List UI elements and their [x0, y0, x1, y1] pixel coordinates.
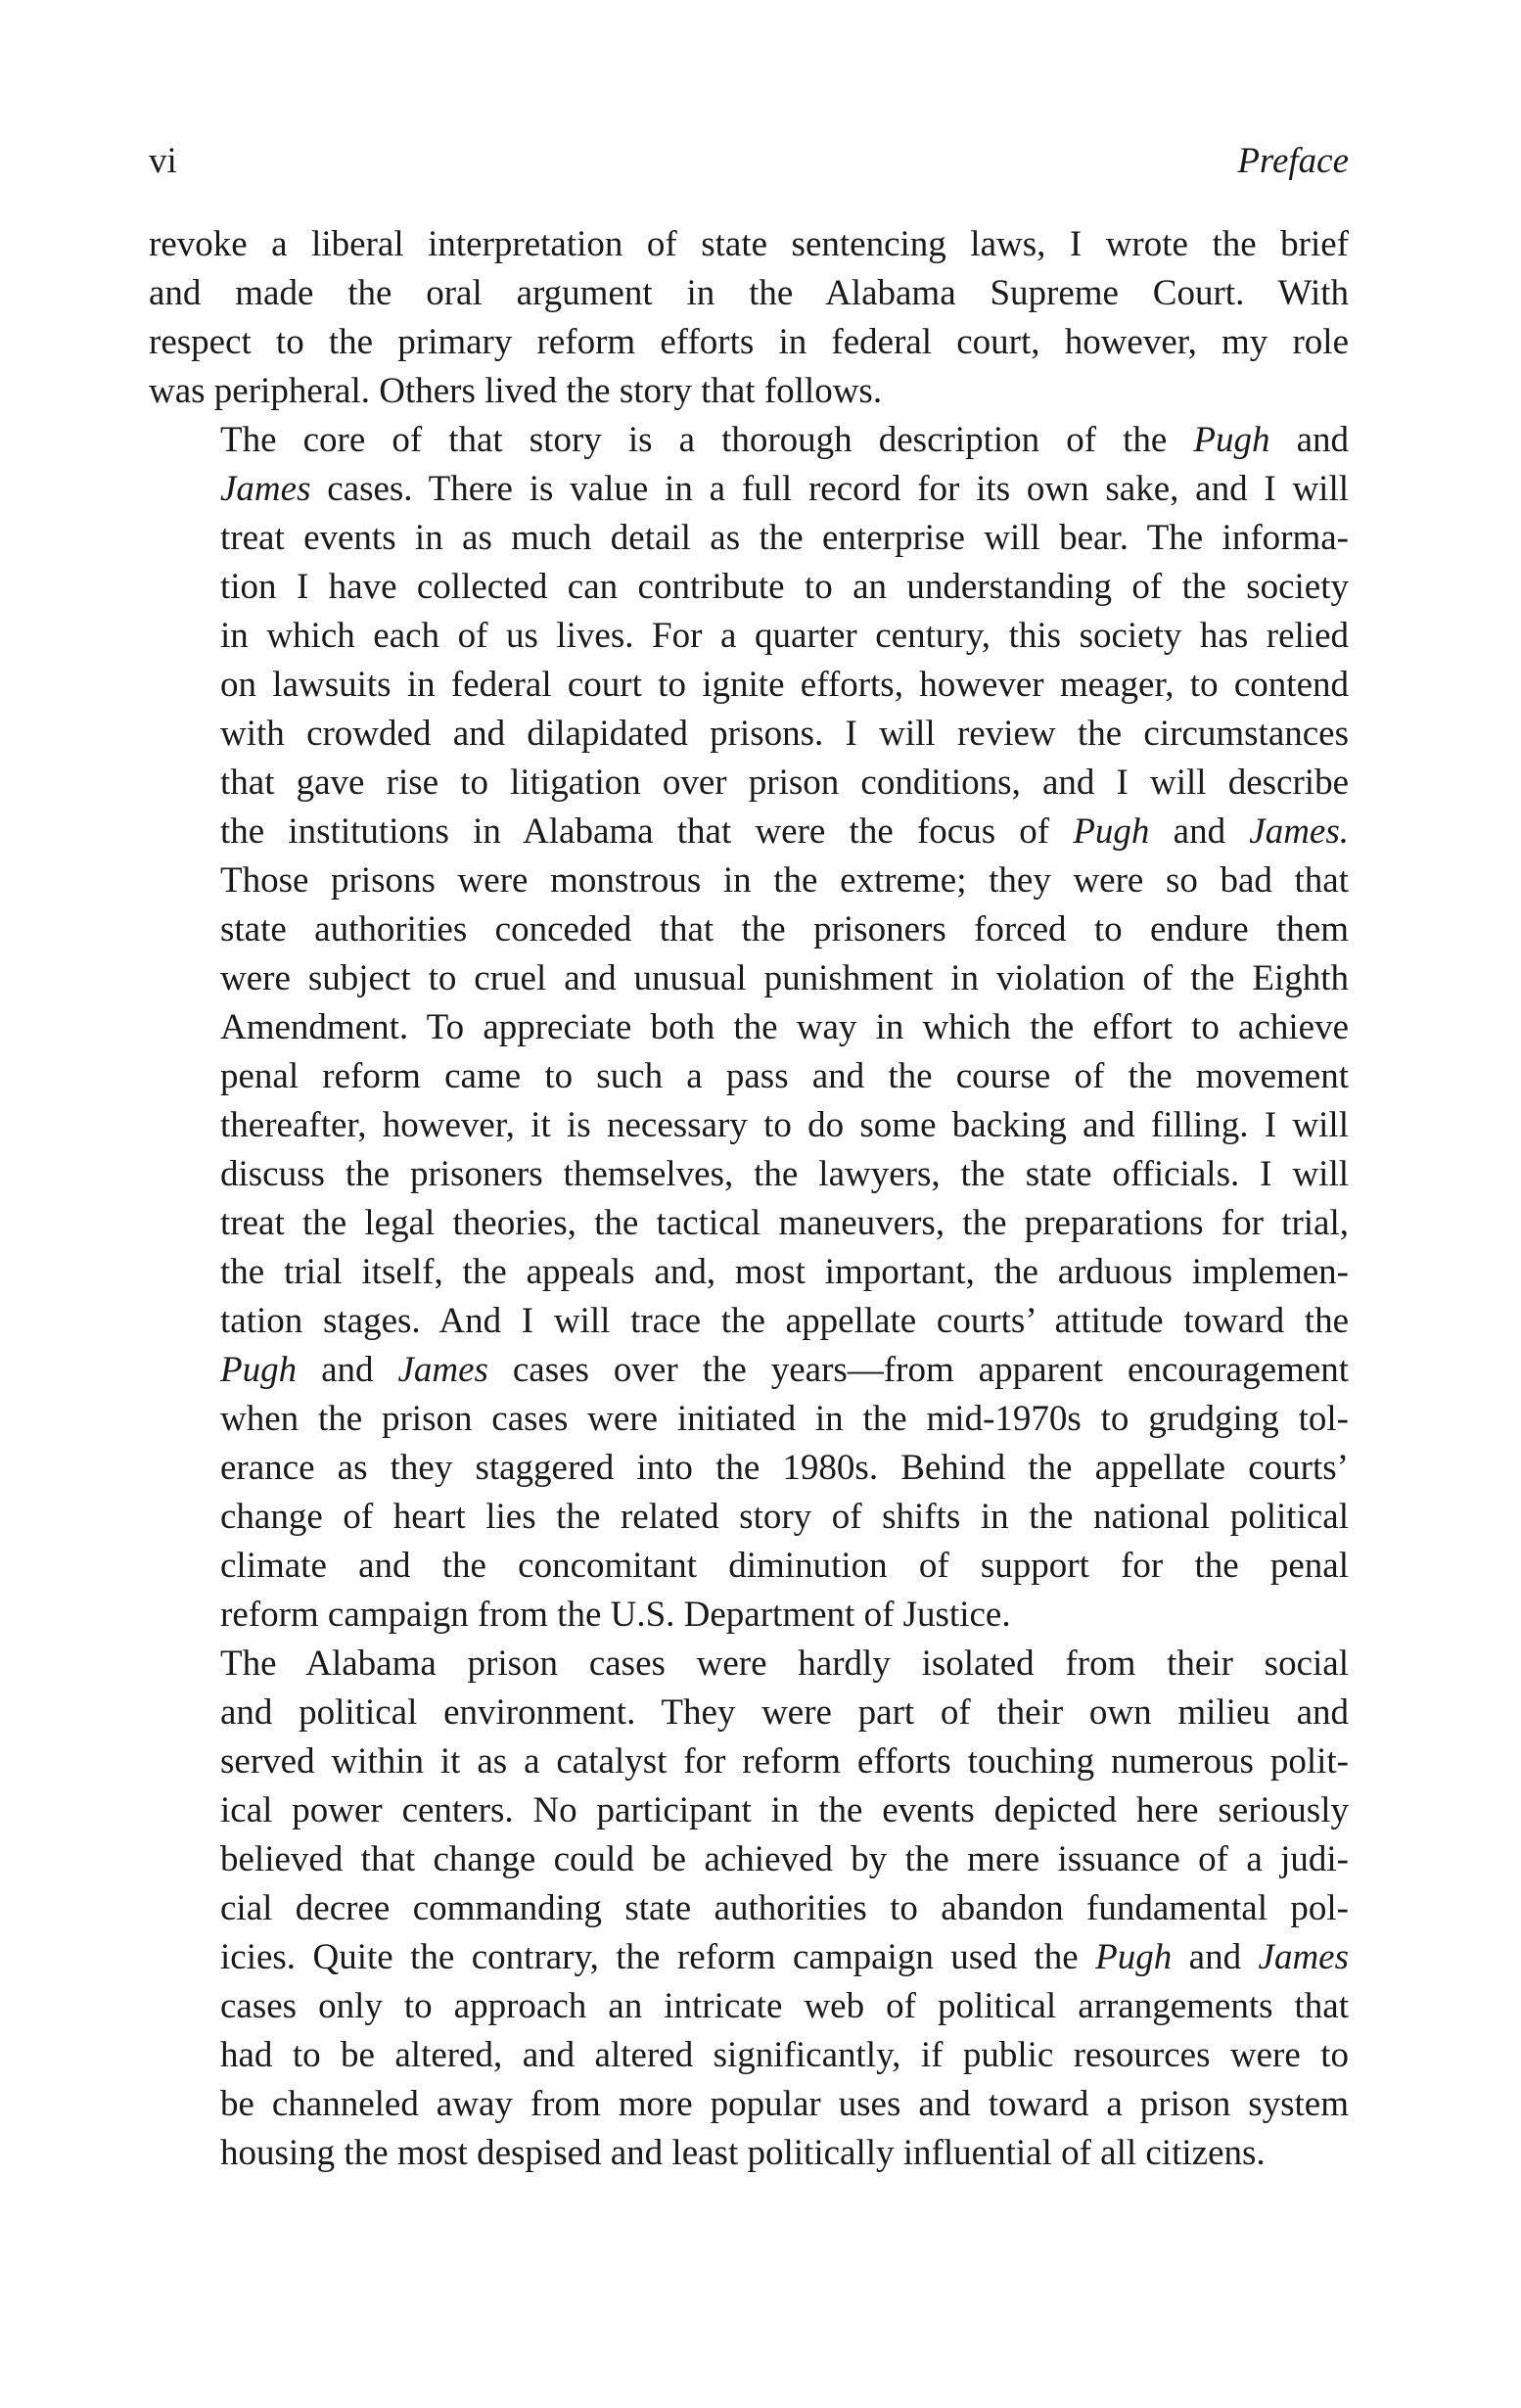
paragraph: [149, 416, 1349, 1640]
text-line: [149, 269, 1349, 318]
text-run: and made the oral argument in the Alabama Supreme Court. With: [149, 273, 1349, 313]
text-line: [149, 465, 1349, 514]
text-line: [149, 514, 1349, 563]
italic-case-name: Pugh: [1095, 1937, 1173, 1977]
text-line: [149, 1640, 1349, 1689]
text-run: climate and the concomitant diminution of support for the penal: [220, 1546, 1349, 1586]
text-line: [149, 1199, 1349, 1248]
text-line: [149, 1444, 1349, 1493]
text-run: when the prison cases were initiated in the mid-1970s to grudging tol-: [220, 1399, 1349, 1439]
italic-case-name: James: [397, 1350, 488, 1390]
text-line: [149, 857, 1349, 905]
text-run: and: [1269, 420, 1349, 460]
text-run: Amendment. To appreciate both the way in which the effort to achieve: [220, 1007, 1349, 1047]
text-run: treat the legal theories, the tactical maneuvers, the preparations for trial,: [220, 1203, 1349, 1243]
text-run: served within it as a catalyst for reform efforts touching numerous polit-: [220, 1741, 1349, 1782]
text-line: [149, 808, 1349, 857]
text-line: [149, 710, 1349, 759]
paragraph: [149, 220, 1349, 416]
text-run: with crowded and dilapidated prisons. I will review the circumstances: [220, 714, 1349, 754]
text-run: ical power centers. No participant in the events depicted here seriously: [220, 1790, 1349, 1830]
text-line: [149, 1297, 1349, 1346]
text-line: [149, 1542, 1349, 1591]
text-run: and: [1172, 1937, 1259, 1977]
text-line: [149, 661, 1349, 710]
text-line: [149, 2080, 1349, 2129]
text-line: [149, 2031, 1349, 2080]
text-line: [149, 416, 1349, 465]
text-run: The Alabama prison cases were hardly isolated from their social: [220, 1644, 1349, 1684]
text-run: and: [1149, 811, 1250, 852]
text-line: [149, 954, 1349, 1003]
paragraph: [149, 1640, 1349, 2178]
text-run: had to be altered, and altered significantly, if public resources were to: [220, 2035, 1349, 2075]
text-line: [149, 1150, 1349, 1199]
text-line: [149, 318, 1349, 367]
text-run: penal reform came to such a pass and the course of the movement: [220, 1056, 1349, 1096]
text-line: [149, 1493, 1349, 1542]
text-run: were subject to cruel and unusual punishment in violation of the Eighth: [220, 958, 1349, 998]
text-run: revoke a liberal interpretation of state sentencing laws, I wrote the brief: [149, 224, 1349, 264]
italic-case-name: James: [1258, 1937, 1349, 1977]
text-run: cases over the years—from apparent encouragement: [487, 1350, 1349, 1390]
text-run: believed that change could be achieved by the mere issuance of a judi-: [220, 1839, 1349, 1879]
text-run: Those prisons were monstrous in the extreme; they were so bad that: [220, 860, 1349, 901]
text-line: [149, 759, 1349, 808]
text-line: [149, 367, 1349, 416]
running-title: Preface: [1237, 141, 1349, 181]
text-line: [149, 1052, 1349, 1101]
text-line: [149, 905, 1349, 954]
text-run: thereafter, however, it is necessary to do some backing and filling. I will: [220, 1105, 1349, 1145]
text-run: tation stages. And I will trace the appellate courts’ attitude toward the: [220, 1301, 1349, 1341]
text-line: [149, 1591, 1349, 1640]
text-run: respect to the primary reform efforts in federal court, however, my role: [149, 322, 1349, 362]
text-line: [149, 1835, 1349, 1884]
italic-case-name: James: [220, 469, 311, 509]
text-run: the trial itself, the appeals and, most important, the arduous implemen-: [220, 1252, 1349, 1292]
text-line: [149, 1101, 1349, 1150]
text-line: [149, 612, 1349, 661]
text-run: reform campaign from the U.S. Department of Justice.: [220, 1595, 1011, 1635]
text-run: be channeled away from more popular uses and toward a prison system: [220, 2084, 1349, 2124]
text-run: The core of that story is a thorough description of the: [220, 420, 1194, 460]
text-run: icies. Quite the contrary, the reform campaign used the: [220, 1937, 1096, 1977]
text-line: [149, 1884, 1349, 1933]
text-line: [149, 2129, 1349, 2178]
text-line: [149, 1248, 1349, 1297]
italic-case-name: Pugh: [1193, 420, 1270, 460]
text-line: [149, 1689, 1349, 1737]
italic-case-name: Pugh: [1073, 811, 1150, 852]
text-line: [149, 1933, 1349, 1982]
running-head: [149, 137, 1349, 186]
text-line: [149, 1786, 1349, 1835]
text-run: cial decree commanding state authorities to abandon fundamental pol-: [220, 1888, 1349, 1928]
text-line: [149, 1737, 1349, 1786]
text-run: state authorities conceded that the prisoners forced to endure them: [220, 909, 1349, 949]
text-run: change of heart lies the related story of shifts in the national political: [220, 1497, 1349, 1537]
text-line: [149, 1395, 1349, 1444]
text-run: housing the most despised and least politically influential of all citizens.: [220, 2133, 1266, 2173]
text-line: [149, 1346, 1349, 1395]
page-number: vi: [149, 141, 177, 181]
text-run: treat events in as much detail as the enterprise will bear. The informa-: [220, 518, 1349, 558]
text-run: that gave rise to litigation over prison conditions, and I will describe: [220, 763, 1349, 803]
text-run: erance as they staggered into the 1980s. Behind the appellate courts’: [220, 1448, 1349, 1488]
text-run: in which each of us lives. For a quarter century, this society has relied: [220, 616, 1349, 656]
preface-body-text: [149, 220, 1349, 2178]
text-line: [149, 220, 1349, 269]
italic-case-name: Pugh: [220, 1350, 298, 1390]
text-run: discuss the prisoners themselves, the lawyers, the state officials. I will: [220, 1154, 1349, 1194]
text-line: [149, 563, 1349, 612]
text-run: tion I have collected can contribute to an understanding of the society: [220, 567, 1349, 607]
text-run: on lawsuits in federal court to ignite efforts, however meager, to contend: [220, 665, 1349, 705]
text-run: and: [297, 1350, 398, 1390]
text-run: and political environment. They were part of their own milieu and: [220, 1692, 1349, 1733]
text-run: was peripheral. Others lived the story that follows.: [149, 371, 883, 411]
text-run: the institutions in Alabama that were the focus of: [220, 811, 1074, 852]
text-run: cases. There is value in a full record for its own sake, and I will: [310, 469, 1349, 509]
text-run: cases only to approach an intricate web of political arrangements that: [220, 1986, 1349, 2026]
text-line: [149, 1003, 1349, 1052]
text-line: [149, 1982, 1349, 2031]
italic-case-name: James.: [1249, 811, 1349, 852]
